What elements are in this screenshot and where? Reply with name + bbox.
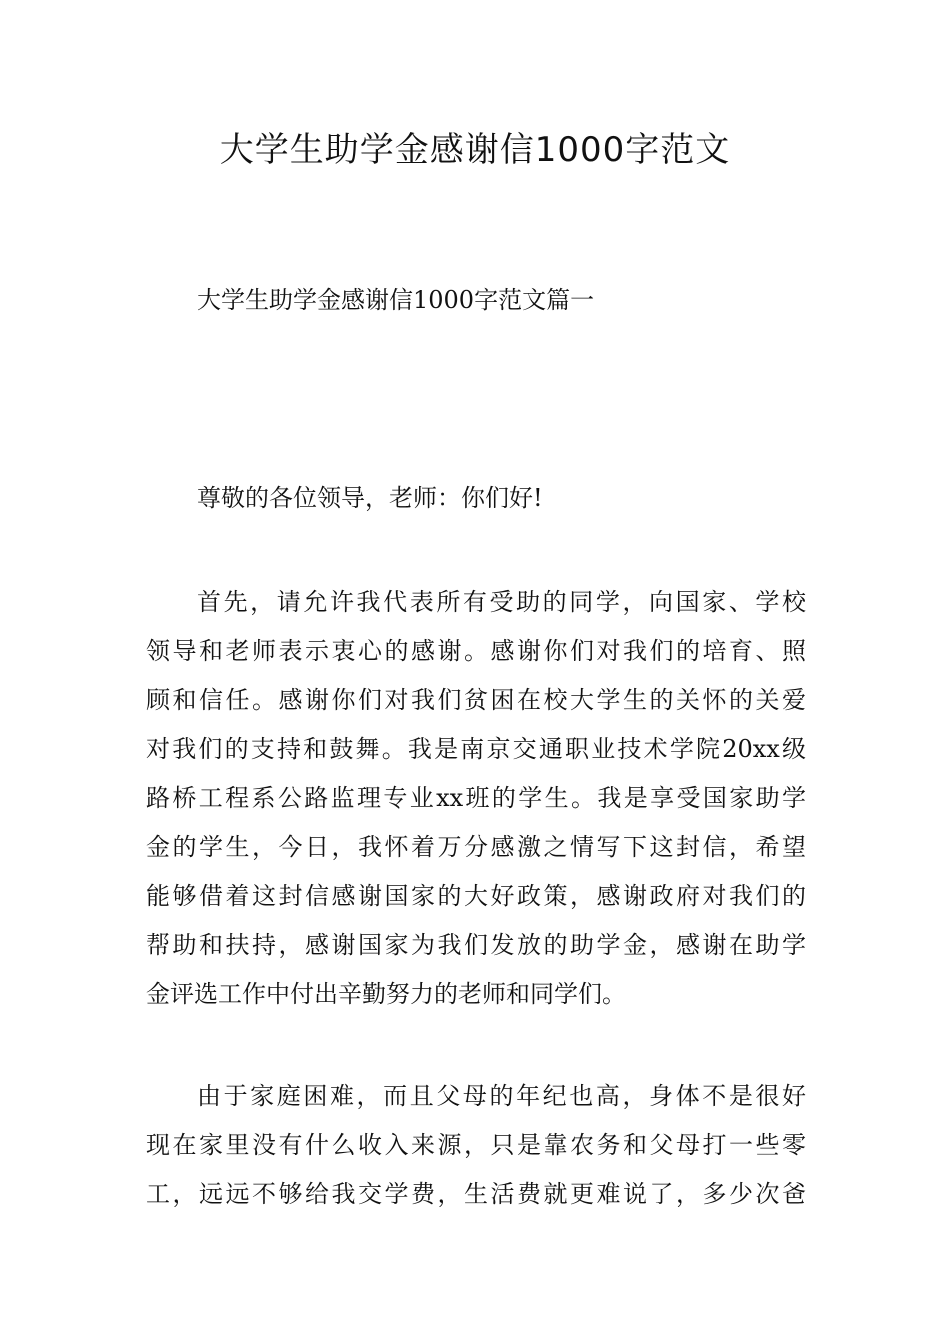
paragraph-line: 对我们的支持和鼓舞。我是南京交通职业技术学院20xx级 — [146, 735, 806, 763]
paragraph-line: 由于家庭困难，而且父母的年纪也高，身体不是很好 — [197, 1082, 806, 1110]
paragraph-line: 首先，请允许我代表所有受助的同学，向国家、学校 — [197, 588, 806, 616]
document-title: 大学生助学金感谢信1000字范文 — [219, 130, 731, 170]
paragraph-line: 帮助和扶持，感谢国家为我们发放的助学金，感谢在助学 — [146, 931, 806, 959]
paragraph-line: 金的学生，今日，我怀着万分感激之情写下这封信，希望 — [146, 833, 806, 861]
paragraph-line: 领导和老师表示衷心的感谢。感谢你们对我们的培育、照 — [146, 637, 806, 665]
body-paragraph-1 — [146, 578, 806, 1019]
paragraph-line: 顾和信任。感谢你们对我们贫困在校大学生的关怀的关爱 — [146, 686, 806, 714]
paragraph-line: 能够借着这封信感谢国家的大好政策，感谢政府对我们的 — [146, 882, 806, 910]
paragraph-line: 路桥工程系公路监理专业xx班的学生。我是享受国家助学 — [146, 784, 806, 812]
paragraph-line: 工，远远不够给我交学费，生活费就更难说了，多少次爸 — [146, 1180, 806, 1208]
salutation: 尊敬的各位领导，老师：你们好! — [197, 484, 543, 512]
paragraph-line: 金评选工作中付出辛勤努力的老师和同学们。 — [146, 980, 626, 1008]
body-paragraph-2 — [146, 1072, 806, 1219]
section-heading: 大学生助学金感谢信1000字范文篇一 — [197, 286, 595, 314]
paragraph-line: 现在家里没有什么收入来源，只是靠农务和父母打一些零 — [146, 1131, 806, 1159]
